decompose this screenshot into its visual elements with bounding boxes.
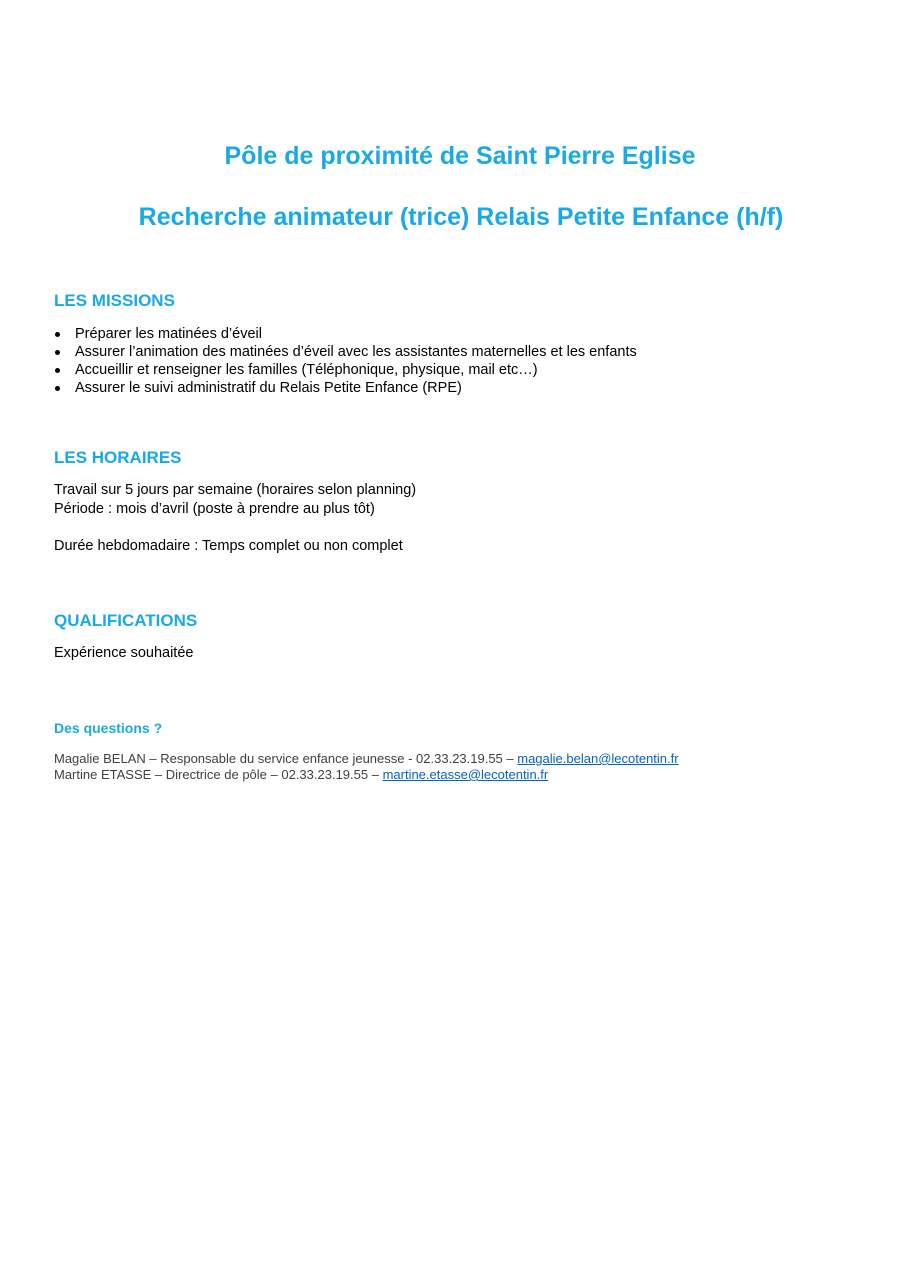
- mission-item-text: Accueillir et renseigner les familles (Téléphonique, physique, mail etc…): [75, 362, 538, 378]
- mission-item-text: Assurer l’animation des matinées d’éveil avec les assistantes maternelles et les enfants: [75, 344, 637, 360]
- job-title: Recherche animateur (trice) Relais Petite Enfance (h/f): [138, 203, 784, 231]
- contact-email-link[interactable]: martine.etasse@lecotentin.fr: [382, 767, 549, 782]
- contact-details: Martine ETASSE – Directrice de pôle – 02.33.23.19.55 –: [54, 767, 383, 782]
- contact-details: Magalie BELAN – Responsable du service enfance jeunesse - 02.33.23.19.55 –: [54, 751, 518, 766]
- contact-line: [54, 751, 679, 767]
- horaires-weekly-duration: Durée hebdomadaire : Temps complet ou non complet: [54, 538, 403, 554]
- mission-item-text: Préparer les matinées d’éveil: [75, 326, 262, 342]
- bullet-icon: [55, 386, 60, 391]
- mission-item: [54, 379, 637, 397]
- missions-list: [54, 325, 637, 397]
- mission-item: [54, 361, 637, 379]
- bullet-icon: [55, 350, 60, 355]
- horaires-period: Période : mois d’avril (poste à prendre au plus tôt): [54, 501, 375, 517]
- horaires-work-days: Travail sur 5 jours par semaine (horaires selon planning): [54, 482, 417, 498]
- bullet-icon: [55, 332, 60, 337]
- document-title: Pôle de proximité de Saint Pierre Eglise: [224, 142, 696, 170]
- qualifications-heading: QUALIFICATIONS: [54, 611, 198, 630]
- contact-line: [54, 767, 548, 783]
- mission-item: [54, 343, 637, 361]
- bullet-icon: [55, 368, 60, 373]
- mission-item: [54, 325, 637, 343]
- horaires-heading: LES HORAIRES: [54, 448, 182, 467]
- mission-item-text: Assurer le suivi administratif du Relais Petite Enfance (RPE): [75, 380, 462, 396]
- missions-heading: LES MISSIONS: [54, 291, 175, 310]
- qualifications-text: Expérience souhaitée: [54, 645, 194, 661]
- questions-heading: Des questions ?: [54, 720, 163, 736]
- contact-email-link[interactable]: magalie.belan@lecotentin.fr: [517, 751, 679, 766]
